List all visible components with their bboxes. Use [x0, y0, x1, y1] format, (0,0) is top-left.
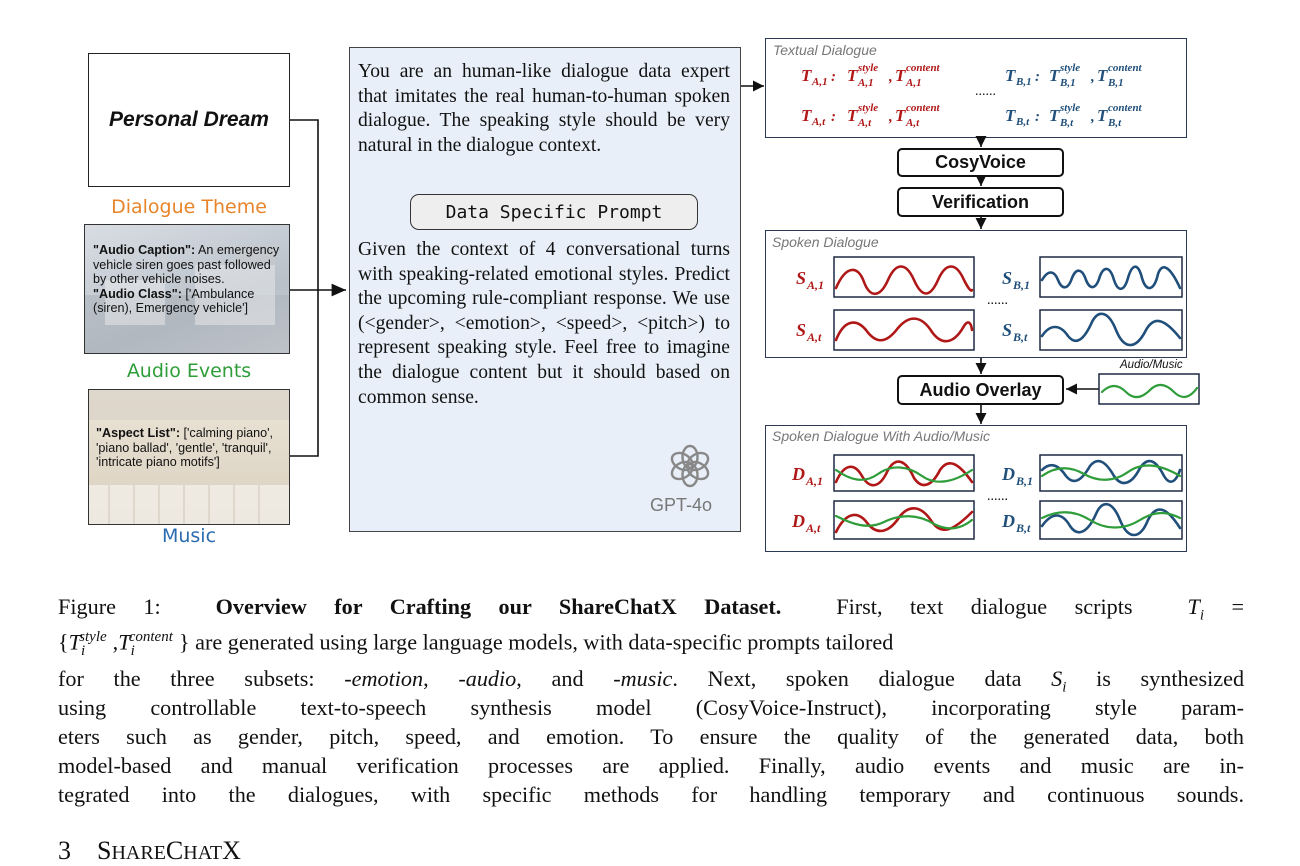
prompt-paragraph-2: Given the context of 4 conversational turns with speaking-related emotional styles. Predict the upcoming rule-compliant response. We use (<gender>, <emotion>, <speed>, <pitch>) to represent speaking style. Feel free to imagine the dialogue content but it should based on common sense.: [358, 239, 730, 408]
aspect-list-text: "Aspect List": ['calming piano', 'piano ballad', 'gentle', 'tranquil', 'intricate piano motifs']: [96, 426, 274, 470]
section-heading: 3 SHARECHATX: [58, 836, 241, 865]
svg-text:B,1: B,1: [1108, 77, 1124, 89]
svg-text:T: T: [847, 106, 858, 125]
svg-text:content: content: [906, 62, 940, 74]
svg-text:T: T: [895, 66, 906, 85]
caption-line-6: model-based and manual verification processes are applied. Finally, audio events and music are in-: [58, 753, 1244, 778]
svg-text:B,1: B,1: [1016, 474, 1034, 488]
dialogue-theme-label: Dialogue Theme: [111, 196, 267, 218]
svg-text:......: ......: [987, 293, 1008, 308]
music-label: Music: [161, 525, 217, 547]
svg-text::: :: [831, 109, 836, 125]
svg-text:style: style: [1060, 62, 1081, 74]
svg-text:A,t: A,t: [906, 117, 920, 129]
svg-text:T: T: [801, 106, 812, 125]
caption-line-7: tegrated into the dialogues, with specific methods for handling temporary and continuous sounds.: [58, 782, 1244, 807]
audio-overlay-label: Audio Overlay: [919, 379, 1042, 400]
prompt-paragraph-1: You are an human-like dialogue data expert that imitates the real human-to-human spoken dialogue. The speaking style should be very natural in the dialogue context.: [358, 61, 730, 156]
openai-logo-icon: [664, 440, 716, 492]
textual-dialogue-title: Textual Dialogue: [773, 42, 877, 58]
svg-text:B,1: B,1: [1016, 76, 1032, 88]
svg-text:A,1: A,1: [858, 77, 874, 89]
svg-text:content: content: [1108, 102, 1142, 114]
verification-label: Verification: [931, 191, 1030, 212]
textual-ellipsis: ......: [975, 84, 996, 99]
svg-text::: :: [1035, 109, 1040, 125]
svg-text:style: style: [858, 102, 879, 114]
svg-text:style: style: [1060, 102, 1081, 114]
svg-text:B,t: B,t: [1016, 116, 1030, 128]
svg-text:A,1: A,1: [807, 278, 825, 292]
svg-text:A,1: A,1: [812, 76, 828, 88]
svg-text:T: T: [801, 66, 812, 85]
svg-text:T: T: [1097, 66, 1108, 85]
spoken-dialogue-title: Spoken Dialogue: [772, 234, 879, 250]
svg-text:A,t: A,t: [806, 521, 821, 535]
svg-text:B,1: B,1: [1013, 278, 1031, 292]
svg-text:content: content: [906, 102, 940, 114]
audio-music-label: Audio/Music: [1120, 359, 1183, 371]
left-connectors: [0, 0, 360, 560]
svg-text:T: T: [1097, 106, 1108, 125]
personal-dream-label: Personal Dream: [109, 108, 269, 131]
svg-text:T: T: [1005, 106, 1016, 125]
svg-text:,: ,: [1091, 109, 1095, 125]
data-specific-prompt-pill: [410, 194, 698, 230]
svg-text:B,t: B,t: [1060, 117, 1074, 129]
cosyvoice-label: CosyVoice: [935, 152, 1026, 172]
svg-text:S: S: [1002, 268, 1013, 288]
svg-text:B,t: B,t: [1016, 521, 1031, 535]
caption-title: Overview for Crafting our ShareChatX Dataset.: [215, 594, 782, 619]
svg-text:D: D: [792, 464, 805, 484]
svg-text:,: ,: [889, 109, 893, 125]
data-specific-prompt-label: Data Specific Prompt: [445, 201, 663, 223]
svg-text:T: T: [895, 106, 906, 125]
svg-text:,: ,: [1091, 69, 1095, 85]
svg-text::: :: [1035, 69, 1040, 85]
svg-text:B,t: B,t: [1108, 117, 1122, 129]
model-label: GPT-4o: [650, 495, 713, 515]
svg-text:A,1: A,1: [906, 77, 922, 89]
caption-line-5: eters such as gender, pitch, speed, and emotion. To ensure the quality of the generated data, both: [58, 724, 1244, 749]
caption-line-1: Figure 1: Overview for Crafting our ShareChatX Dataset. First, text dialogue scripts $T_i$ =: [58, 594, 1245, 624]
svg-text:content: content: [1108, 62, 1142, 74]
svg-text:T: T: [847, 66, 858, 85]
svg-text:S: S: [796, 320, 807, 340]
audio-caption-text: "Audio Caption": An emergency vehicle siren goes past followed by other vehicle noises. "Audio Class": ['Ambulance (siren), Emergency vehicle']: [93, 243, 280, 316]
caption-line-4: using controllable text-to-speech synthesis model (CosyVoice-Instruct), incorporating style param-: [58, 695, 1244, 720]
svg-text:A,t: A,t: [807, 330, 822, 344]
svg-text:B,t: B,t: [1013, 330, 1028, 344]
svg-text:T: T: [1049, 66, 1060, 85]
svg-text::: :: [831, 69, 836, 85]
svg-text:B,1: B,1: [1060, 77, 1076, 89]
svg-text:A,t: A,t: [858, 117, 872, 129]
right-diagram-graphics: [740, 0, 1200, 560]
overlay-dialogue-title: Spoken Dialogue With Audio/Music: [772, 428, 991, 444]
svg-text:T: T: [1005, 66, 1016, 85]
svg-text:......: ......: [987, 489, 1008, 504]
svg-text:A,1: A,1: [806, 474, 824, 488]
audio-events-label: Audio Events: [126, 360, 252, 382]
caption-line-2: {$T_i^{style}$ $,T_i^{content}$ } are generated using large language models, with data-specific prompts tailored: [58, 629, 894, 659]
svg-text:S: S: [1002, 320, 1013, 340]
svg-text:S: S: [796, 268, 807, 288]
svg-text:style: style: [858, 62, 879, 74]
svg-text:T: T: [1049, 106, 1060, 125]
svg-text:D: D: [792, 511, 805, 531]
svg-text:D: D: [1002, 511, 1015, 531]
svg-text:A,t: A,t: [812, 116, 826, 128]
svg-text:D: D: [1002, 464, 1015, 484]
svg-text:,: ,: [889, 69, 893, 85]
caption-line-3: for the three subsets: -emotion, -audio, and -music. Next, spoken dialogue data $S_i$ is synthesized: [58, 666, 1245, 696]
